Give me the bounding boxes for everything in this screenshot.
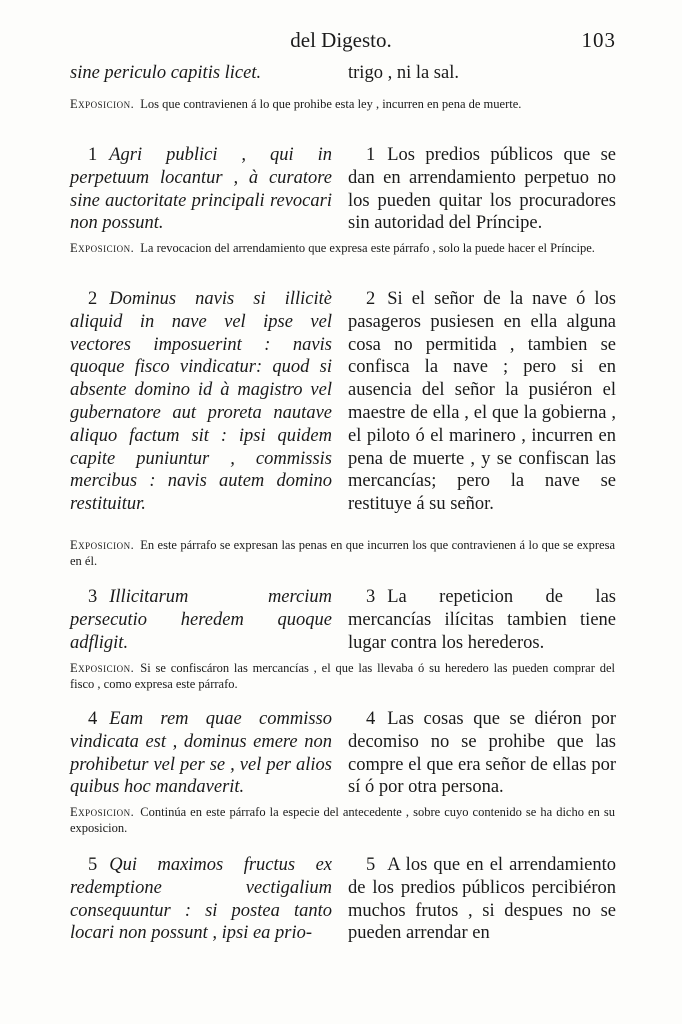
top-continuation	[70, 62, 615, 86]
latin-text: 1 Agri publici , qui in perpetuum locantur , à curatore sine auctoritate principali revocari non possunt.	[70, 145, 332, 234]
section-number: 1	[88, 145, 98, 165]
exposicion-4	[70, 804, 615, 836]
section-4	[70, 708, 615, 800]
exposicion-label: Exposicion.	[70, 97, 135, 111]
spanish-continuation: trigo , ni la sal.	[348, 63, 459, 83]
latin-text: 4 Eam rem quae commisso vindicata est , dominus emere non prohibetur vel per se , vel per alios quibus hoc mandaverit.	[70, 709, 332, 798]
page-header	[70, 28, 616, 54]
latin-continuation: sine periculo capitis licet.	[70, 63, 262, 83]
section-number: 4	[366, 709, 376, 729]
exposicion-text: Continúa en este párrafo la especie del antecedente , sobre cuyo contenido se ha dicho en su exposicion.	[70, 805, 615, 835]
section-number: 2	[366, 289, 376, 309]
spanish-text: 5 A los que en el arrendamiento de los predios públicos percibiéron muchos frutos , si despues no se pueden arrendar en	[348, 855, 616, 944]
running-title: del Digesto.	[290, 28, 392, 52]
exposicion-text: La revocacion del arrendamiento que expresa este párrafo , solo la puede hacer el Príncipe.	[140, 241, 595, 255]
exposicion-1	[70, 240, 615, 256]
section-1	[70, 144, 615, 234]
exposicion-3	[70, 660, 615, 692]
exposicion-0	[70, 96, 615, 112]
spanish-text: 4 Las cosas que se diéron por decomiso no se prohibe que las compre el que era señor de ellas por sí ó por otra persona.	[348, 709, 616, 798]
section-number: 4	[88, 709, 98, 729]
section-5	[70, 854, 615, 954]
exposicion-label: Exposicion.	[70, 538, 135, 552]
latin-text: 3 Illicitarum mercium persecutio heredem quoque adfligit.	[70, 587, 332, 653]
section-number: 5	[366, 855, 376, 875]
section-number: 3	[366, 587, 376, 607]
spanish-text: 3 La repeticion de las mercancías ilícitas tambien tiene lugar contra los herederos.	[348, 587, 616, 653]
exposicion-label: Exposicion.	[70, 805, 135, 819]
latin-text: 5 Qui maximos fructus ex redemptione vectigalium consequuntur : si postea tanto locari non possunt , ipsi ea prio-	[70, 855, 332, 944]
exposicion-text: En este párrafo se expresan las penas en que incurren los que contravienen á lo que se expresa en él.	[70, 538, 615, 568]
spanish-text: 1 Los predios públicos que se dan en arrendamiento perpetuo no los pueden quitar los procuradores sin autoridad del Príncipe.	[348, 145, 616, 234]
exposicion-label: Exposicion.	[70, 241, 135, 255]
page-number: 103	[581, 28, 616, 52]
spanish-text: 2 Si el señor de la nave ó los pasageros pusiesen en ella alguna cosa no permitida , tambien se confisca la nave ; pero si en ausencia del señor la pusiéron el maestre de ella , el que la gobierna , el piloto ó el marinero , incurren en pena de muerte , y se confiscan las mercancías; pero la nave se restituye á su señor.	[348, 289, 616, 515]
exposicion-text: Si se confiscáron las mercancías , el que las llevaba ó su heredero las pueden comprar del fisco , como expresa este párrafo.	[70, 661, 615, 691]
section-2	[70, 288, 615, 528]
section-3	[70, 586, 615, 654]
exposicion-2	[70, 537, 615, 569]
exposicion-text: Los que contravienen á lo que prohibe esta ley , incurren en pena de muerte.	[140, 97, 522, 111]
section-number: 5	[88, 855, 98, 875]
section-number: 3	[88, 587, 98, 607]
section-number: 2	[88, 289, 98, 309]
exposicion-label: Exposicion.	[70, 661, 135, 675]
latin-text: 2 Dominus navis si illicitè aliquid in nave vel ipse vel vectores imposuerint : navis quoque fisco vindicatur: quod si absente domino id à magistro vel gubernatore aut proreta nautave aliquo factum sit : ipsi quidem capite puniuntur , commissis mercibus : navis autem domino restituitur.	[70, 289, 332, 515]
section-number: 1	[366, 145, 376, 165]
